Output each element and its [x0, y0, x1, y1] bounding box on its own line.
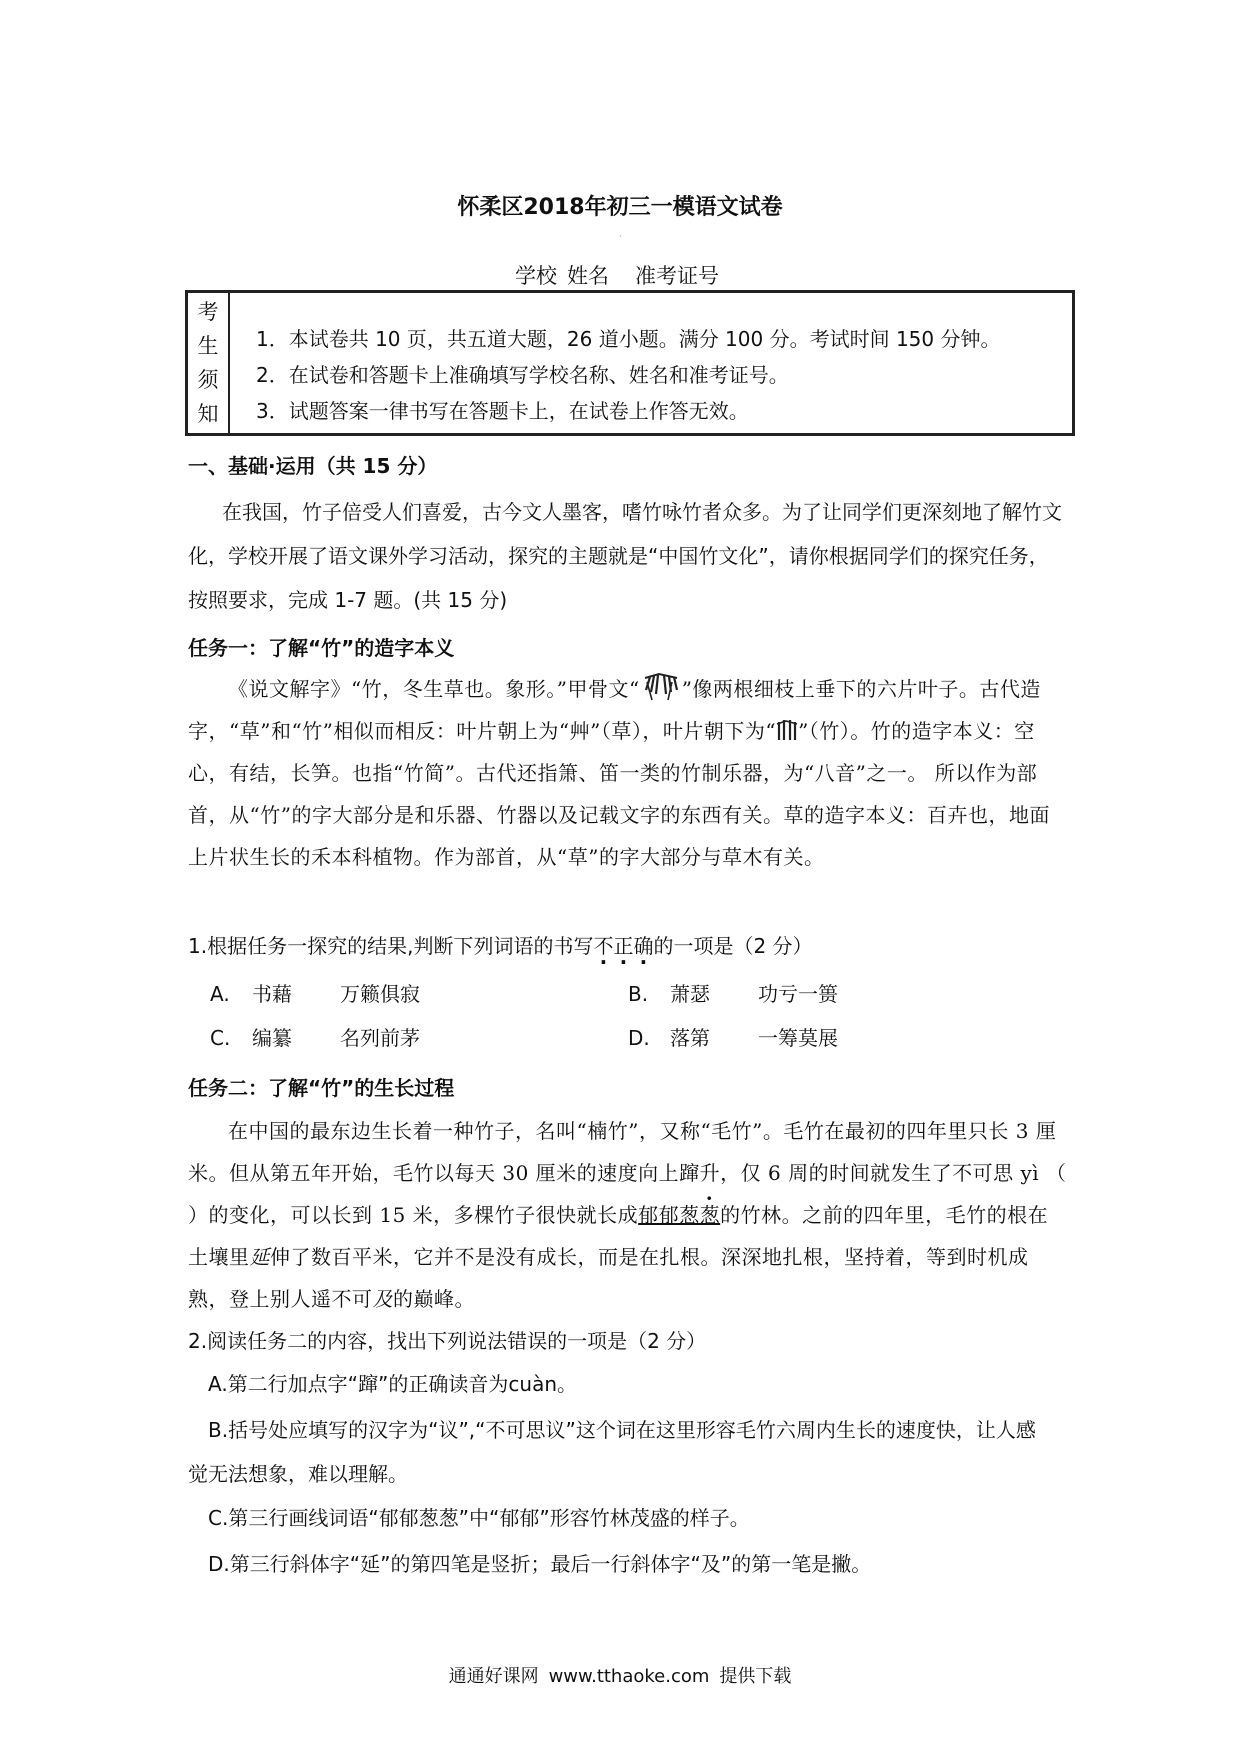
notice-label-char: 考	[197, 300, 219, 324]
option-word-2: 名列前茅	[340, 1026, 420, 1050]
option-word-1: 书藉	[252, 982, 292, 1006]
option-letter: A.	[210, 982, 230, 1006]
q2-option-c: C.第三行画线词语“郁郁葱葱”中“郁郁”形容竹林茂盛的样子。	[208, 1506, 750, 1530]
italic-char: 延	[249, 1245, 270, 1269]
notice-label-char: 生	[197, 334, 219, 358]
task2-text: 的巅峰。	[393, 1287, 475, 1311]
option-letter: B.	[628, 982, 649, 1006]
task2-text: 在中国的最东边生长着一种竹子，名叫“楠竹”，又称“毛竹”。毛竹在最初的四年里只长 3 厘米。但从第五年开始，毛竹以每天 30 厘米的速度向上	[188, 1119, 1057, 1185]
task2-paragraph	[188, 1110, 1068, 1320]
notice-label-char: 知	[197, 402, 219, 426]
task1-text-c: ”（竹）。竹的造字本义：空心，有结，长笋。也指“竹简”。古代还指箫、笛一类的竹制乐器，为“八音”之一。 所以作为部首，从“竹”的字大部分是和乐器、竹器以及记载文字的东西有关。草的造字本义：百卉也，地面上片状生长的禾本科植物。作为部首，从“草”的字大部分与草木有关。	[188, 719, 1050, 869]
option-letter: D.	[628, 1026, 650, 1050]
task1-heading: 任务一：了解“竹”的造字本义	[188, 636, 455, 660]
q1-option-b	[628, 978, 838, 1007]
underlined-phrase: 郁郁葱葱	[638, 1203, 721, 1227]
footer-url[interactable]: www.tthaoke.com	[548, 1666, 710, 1687]
q1-emph-char: 确	[633, 934, 654, 958]
option-word-1: 编纂	[252, 1026, 292, 1050]
question-2-stem: 2.阅读任务二的内容，找出下列说法错误的一项是（2 分）	[188, 1329, 707, 1353]
task2-text: 的竹林。之前的四年里，毛竹的根在土壤里	[188, 1203, 1049, 1269]
task2-heading: 任务二：了解“竹”的生长过程	[188, 1076, 455, 1100]
exam-title: 怀柔区2018年初三一模语文试卷	[457, 195, 783, 220]
stray-dot: ·	[619, 232, 622, 241]
option-word-2: 万籁俱寂	[340, 982, 420, 1006]
q2-option-a: A.第二行加点字“蹿”的正确读音为cuàn。	[208, 1372, 578, 1396]
page-footer	[0, 1662, 1240, 1688]
notice-label-char: 须	[197, 368, 219, 392]
task2-text: 伸了数百平米，它并不是没有成长，而是在扎根。深深地扎根，坚持着，等到时机成熟，登上别人遥不可	[188, 1245, 1029, 1311]
header-fields	[515, 260, 729, 290]
q1-option-c	[210, 1022, 420, 1051]
dotted-char: 蹿	[679, 1161, 700, 1185]
question-1-stem	[188, 930, 1068, 959]
footer-site: 通通好课网	[448, 1666, 539, 1687]
notice-item: 1．本试卷共 10 页，共五道大题，26 道小题。满分 100 分。考试时间 150 分钟。	[256, 327, 1001, 351]
bamboo-seal-glyph-icon	[776, 718, 798, 742]
q1-emph-char: 正	[613, 934, 634, 958]
q2-option-b: B.括号处应填写的汉字为“议”,“不可思议”这个词在这里形容毛竹六周内生长的速度快，让人感觉无法想象，难以理解。	[188, 1418, 1036, 1486]
option-letter: C.	[210, 1026, 231, 1050]
task1-paragraph	[188, 668, 1068, 878]
oracle-bamboo-glyph-icon	[642, 670, 680, 704]
q1-emph-char: 不	[593, 934, 614, 958]
q1-stem-b: 的一项是（2 分）	[653, 934, 813, 958]
option-word-1: 落第	[670, 1026, 710, 1050]
italic-char: 及	[372, 1287, 393, 1311]
option-word-2: 功亏一篑	[758, 982, 838, 1006]
notice-item: 3．试题答案一律书写在答题卡上，在试卷上作答无效。	[256, 399, 749, 423]
notice-items	[230, 293, 1000, 433]
school-field-label: 学校	[515, 264, 557, 288]
q1-stem-a: 1.根据任务一探究的结果,判断下列词语的书写	[188, 934, 594, 958]
section-intro: 在我国，竹子倍受人们喜爱，古今文人墨客，嗜竹咏竹者众多。为了让同学们更深刻地了解竹文化，学校开展了语文课外学习活动，探究的主题就是“中国竹文化”，请你根据同学们的探究任务，按照要求，完成 1-7 题。(共 15 分)	[188, 500, 1062, 612]
section-heading: 一、基础·运用（共 15 分）	[188, 454, 438, 478]
exam-notice-box	[185, 290, 1075, 436]
q1-option-a	[210, 978, 420, 1007]
q2-option-d: D.第三行斜体字“延”的第四笔是竖折；最后一行斜体字“及”的第一笔是撇。	[208, 1552, 872, 1576]
task1-text-b: ”像两根细枝上垂下的六片叶子。古代造字，“草”和“竹”相似而相反：叶片朝上为“艸”（草），叶片朝下为“	[188, 677, 1041, 743]
notice-label	[188, 293, 230, 433]
option-word-1: 萧瑟	[670, 982, 710, 1006]
q1-option-d	[628, 1022, 838, 1051]
footer-note: 提供下载	[719, 1666, 792, 1687]
task1-text-a: 《说文解字》“竹，冬生草也。象形。”甲骨文“	[228, 677, 640, 701]
exam-id-field-label: 准考证号	[635, 264, 719, 288]
task2-text: 升，仅 6 周的时间就发生了不可思 yì （ ）的变化，可以长到 15 米，多棵竹子很快就长成	[188, 1161, 1067, 1227]
name-field-label: 姓名	[567, 264, 609, 288]
option-word-2: 一筹莫展	[758, 1026, 838, 1050]
notice-item: 2．在试卷和答题卡上准确填写学校名称、姓名和准考证号。	[256, 363, 789, 387]
